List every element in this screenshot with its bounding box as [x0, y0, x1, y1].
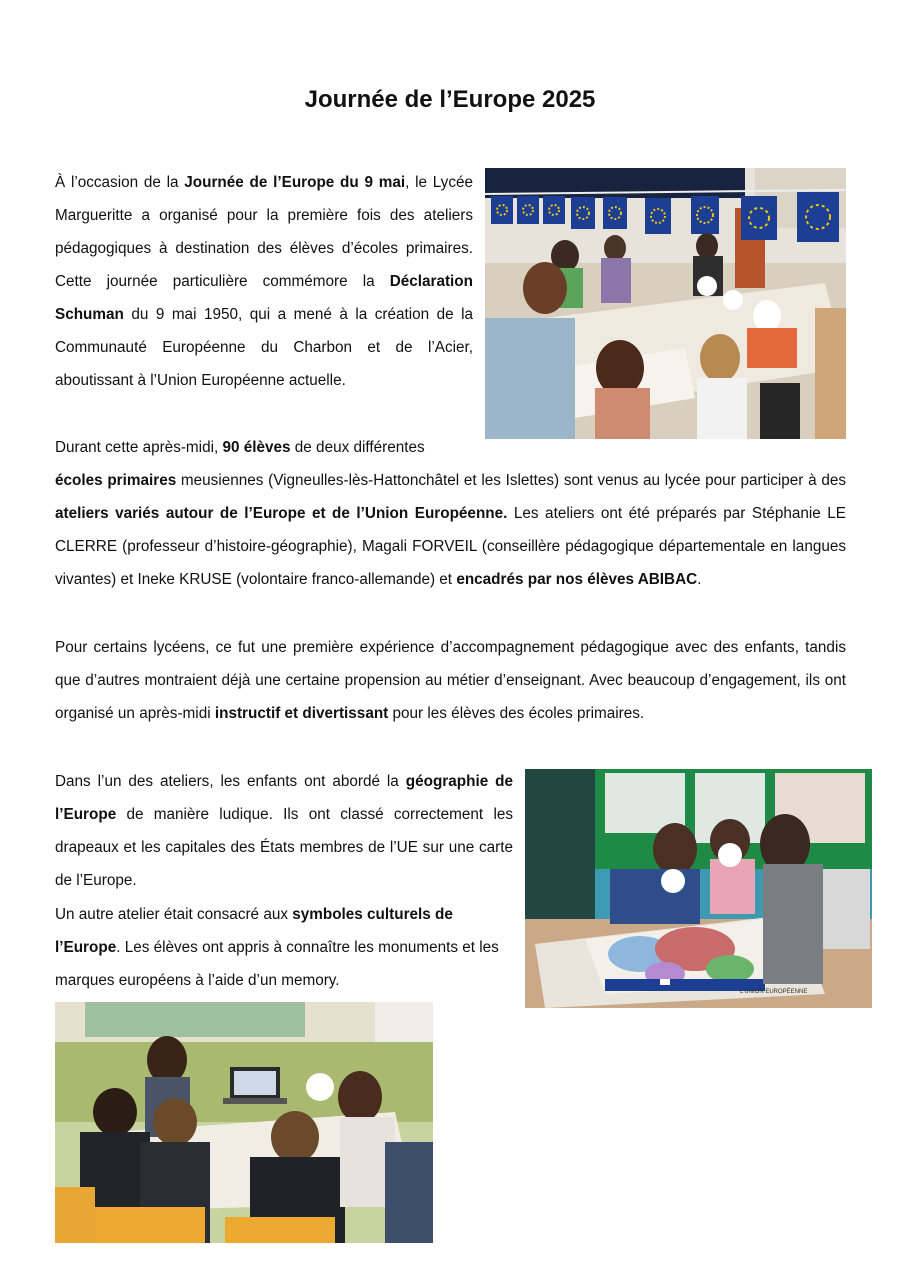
symbols-paragraph: Un autre atelier était consacré aux symboles culturels de l’Europe. Les élèves ont appris à connaître les monuments et les marques européens à l’aide d’un memory.	[55, 906, 499, 989]
page-title: Journée de l’Europe 2025	[304, 86, 596, 113]
photo-children-eu-map	[525, 769, 872, 1008]
map-poster-label: L’UNION EUROPÉENNE	[740, 989, 808, 995]
photo-classroom-eu-flags	[485, 168, 846, 439]
intro-paragraph: À l’occasion de la Journée de l’Europe du 9 mai, le Lycée Margueritte a organisé pour la première fois des ateliers pédagogiques à destination des élèves d’écoles primaires. Cette journée particulière commémore la Déclaration Schuman du 9 mai 1950, qui a mené à la création de la Communauté Européenne du Charbon et de l’Acier, aboutissant à l’Union Européenne actuelle.	[55, 174, 473, 389]
participants-lead: Durant cette après-midi, 90 élèves de deux différentes	[55, 439, 425, 456]
experience-paragraph: Pour certains lycéens, ce fut une première expérience d’accompagnement pédagogique avec des enfants, tandis que d’autres montraient déjà une certaine propension au métier d’enseignant. Avec beaucoup d’engagement, ils ont organisé un après-midi instructif et divertissant pour les élèves des écoles primaires.	[55, 639, 846, 722]
geography-paragraph: Dans l’un des ateliers, les enfants ont abordé la géographie de l’Europe de manière ludique. Ils ont classé correctement les drapeaux et les capitales des États membres de l’UE sur une carte de l’Europe.	[55, 773, 514, 889]
photo-children-laptop	[55, 1002, 433, 1243]
participants-paragraph: écoles primaires meusiennes (Vigneulles-lès-Hattonchâtel et les Islettes) sont venus au lycée pour participer à des ateliers variés autour de l’Europe et de l’Union Européenne. Les ateliers ont été préparés par Stéphanie LE CLERRE (professeur d’histoire-géographie), Magali FORVEIL (conseillère pédagogique départementale en langues vivantes) et Ineke KRUSE (volontaire franco-allemande) et encadrés par nos élèves ABIBAC.	[55, 472, 846, 588]
